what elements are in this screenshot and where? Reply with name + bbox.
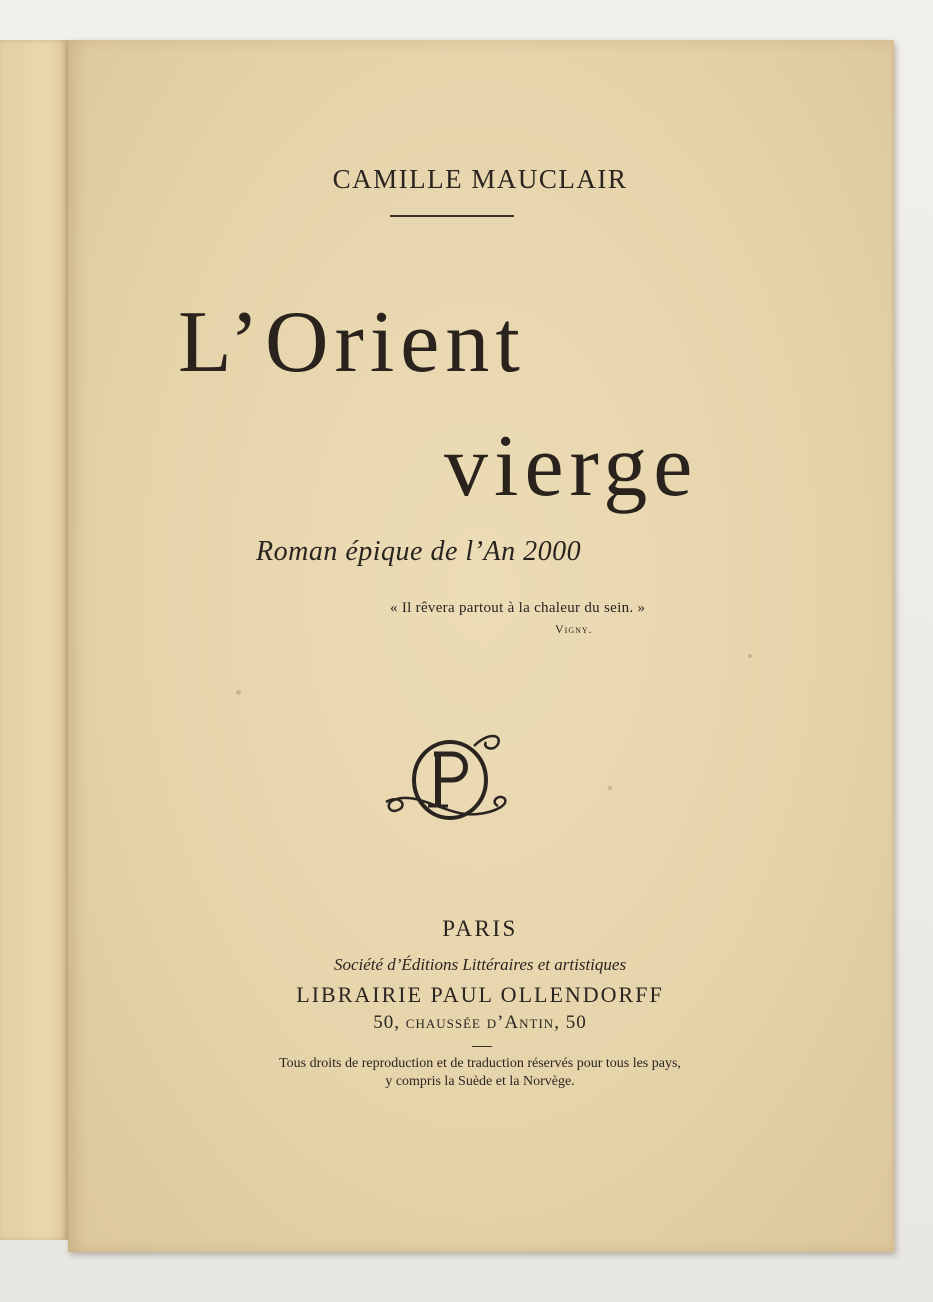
publisher-monogram-icon [378, 724, 518, 834]
rights-notice-line-2: y compris la Suède et la Norvège. [385, 1074, 575, 1089]
epigraph-quote: « Il rêvera partout à la chaleur du sein. » [390, 600, 646, 616]
imprint-society: Société d’Éditions Littéraires et artistiques [333, 955, 627, 974]
epigraph-attribution: Vigny. [555, 622, 593, 636]
facing-page-edge [0, 40, 68, 1240]
title-line-2: vierge [444, 418, 699, 515]
imprint-publisher: LIBRAIRIE PAUL OLLENDORFF [296, 982, 664, 1007]
imprint-city: PARIS [442, 916, 518, 941]
author-name: CAMILLE MAUCLAIR [332, 164, 628, 194]
title-line-1: L’Orient [178, 294, 526, 391]
title-page [68, 40, 894, 1252]
subtitle: Roman épique de l’An 2000 [256, 536, 582, 567]
foxing-spot [236, 690, 241, 695]
foxing-spot [748, 654, 752, 658]
rights-notice-line-1: Tous droits de reproduction et de traduction réservés pour tous les pays, [279, 1056, 681, 1071]
imprint-address: 50, chaussée d’Antin, 50 [373, 1012, 587, 1033]
author-divider [390, 215, 514, 217]
rights-divider [472, 1046, 492, 1047]
foxing-spot [608, 786, 612, 790]
